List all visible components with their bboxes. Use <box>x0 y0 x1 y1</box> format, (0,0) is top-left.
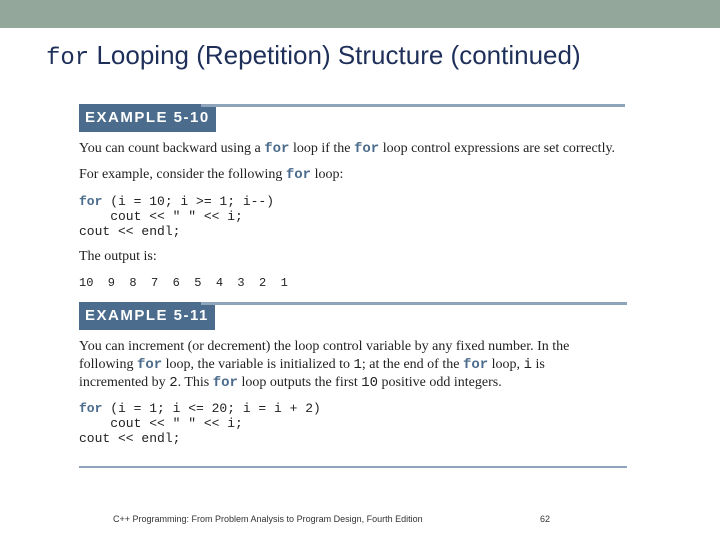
for-keyword: for <box>136 357 163 373</box>
example-5-10-text-line-2 <box>79 166 343 184</box>
output-label: The output is: <box>79 249 157 264</box>
code-line: cout << " " << i; <box>79 209 243 224</box>
text-run: For example, consider the following <box>79 167 286 182</box>
text-run: loop, <box>488 357 524 372</box>
page-number: 62 <box>540 514 551 524</box>
example-5-11-label: EXAMPLE 5-11 <box>79 302 215 330</box>
text-run: . This <box>177 375 213 390</box>
slide-title <box>46 40 581 72</box>
for-keyword: for <box>79 194 103 209</box>
title-keyword: for <box>46 45 90 72</box>
footer-book-title: C++ Programming: From Problem Analysis to Program Design, Fourth Edition <box>113 514 423 524</box>
for-keyword: for <box>79 401 103 416</box>
example-5-10-label: EXAMPLE 5-10 <box>79 104 216 132</box>
text-run: loop if the <box>289 141 354 156</box>
text-run: loop control expressions are set correctly. <box>379 141 616 156</box>
number-literal: 1 <box>353 357 362 373</box>
code-line: (i = 1; i <= 20; i = i + 2) <box>102 401 321 416</box>
text-run: is <box>531 357 545 372</box>
example-5-10-code <box>79 194 274 239</box>
example-rule <box>201 104 625 107</box>
top-bar <box>0 0 720 28</box>
text-run: incremented by <box>79 375 170 390</box>
example-5-11-text-line-1 <box>79 338 569 356</box>
for-keyword: for <box>462 357 489 373</box>
text-run: loop, the variable is initialized to <box>162 357 354 372</box>
code-line: cout << endl; <box>79 431 181 446</box>
text-run: loop outputs the first <box>237 375 362 390</box>
for-keyword: for <box>285 167 312 183</box>
text-run: loop: <box>311 167 344 182</box>
text-run: You can increment (or decrement) the loop control variable by any fixed number. In the <box>79 339 570 354</box>
title-text: Looping (Repetition) Structure (continued) <box>96 40 581 70</box>
example-5-10-text-line-1 <box>79 140 615 158</box>
text-run: following <box>79 357 137 372</box>
text-run: You can count backward using a <box>79 141 265 156</box>
for-keyword: for <box>264 141 290 157</box>
example-rule <box>201 302 627 305</box>
bottom-rule <box>79 466 627 468</box>
for-keyword: for <box>212 375 238 391</box>
variable-literal: i <box>523 357 532 373</box>
text-run: positive odd integers. <box>378 375 502 390</box>
code-line: cout << endl; <box>79 224 181 239</box>
example-5-11-code <box>79 401 321 446</box>
text-run: ; at the end of the <box>361 357 463 372</box>
example-5-11-text-line-3 <box>79 374 502 392</box>
code-line: (i = 10; i >= 1; i--) <box>102 194 275 209</box>
for-keyword: for <box>353 141 380 157</box>
number-literal: 2 <box>169 375 178 391</box>
output-values: 10 9 8 7 6 5 4 3 2 1 <box>79 276 288 290</box>
example-5-11-text-line-2 <box>79 356 545 374</box>
number-literal: 10 <box>361 375 379 391</box>
code-line: cout << " " << i; <box>79 416 243 431</box>
